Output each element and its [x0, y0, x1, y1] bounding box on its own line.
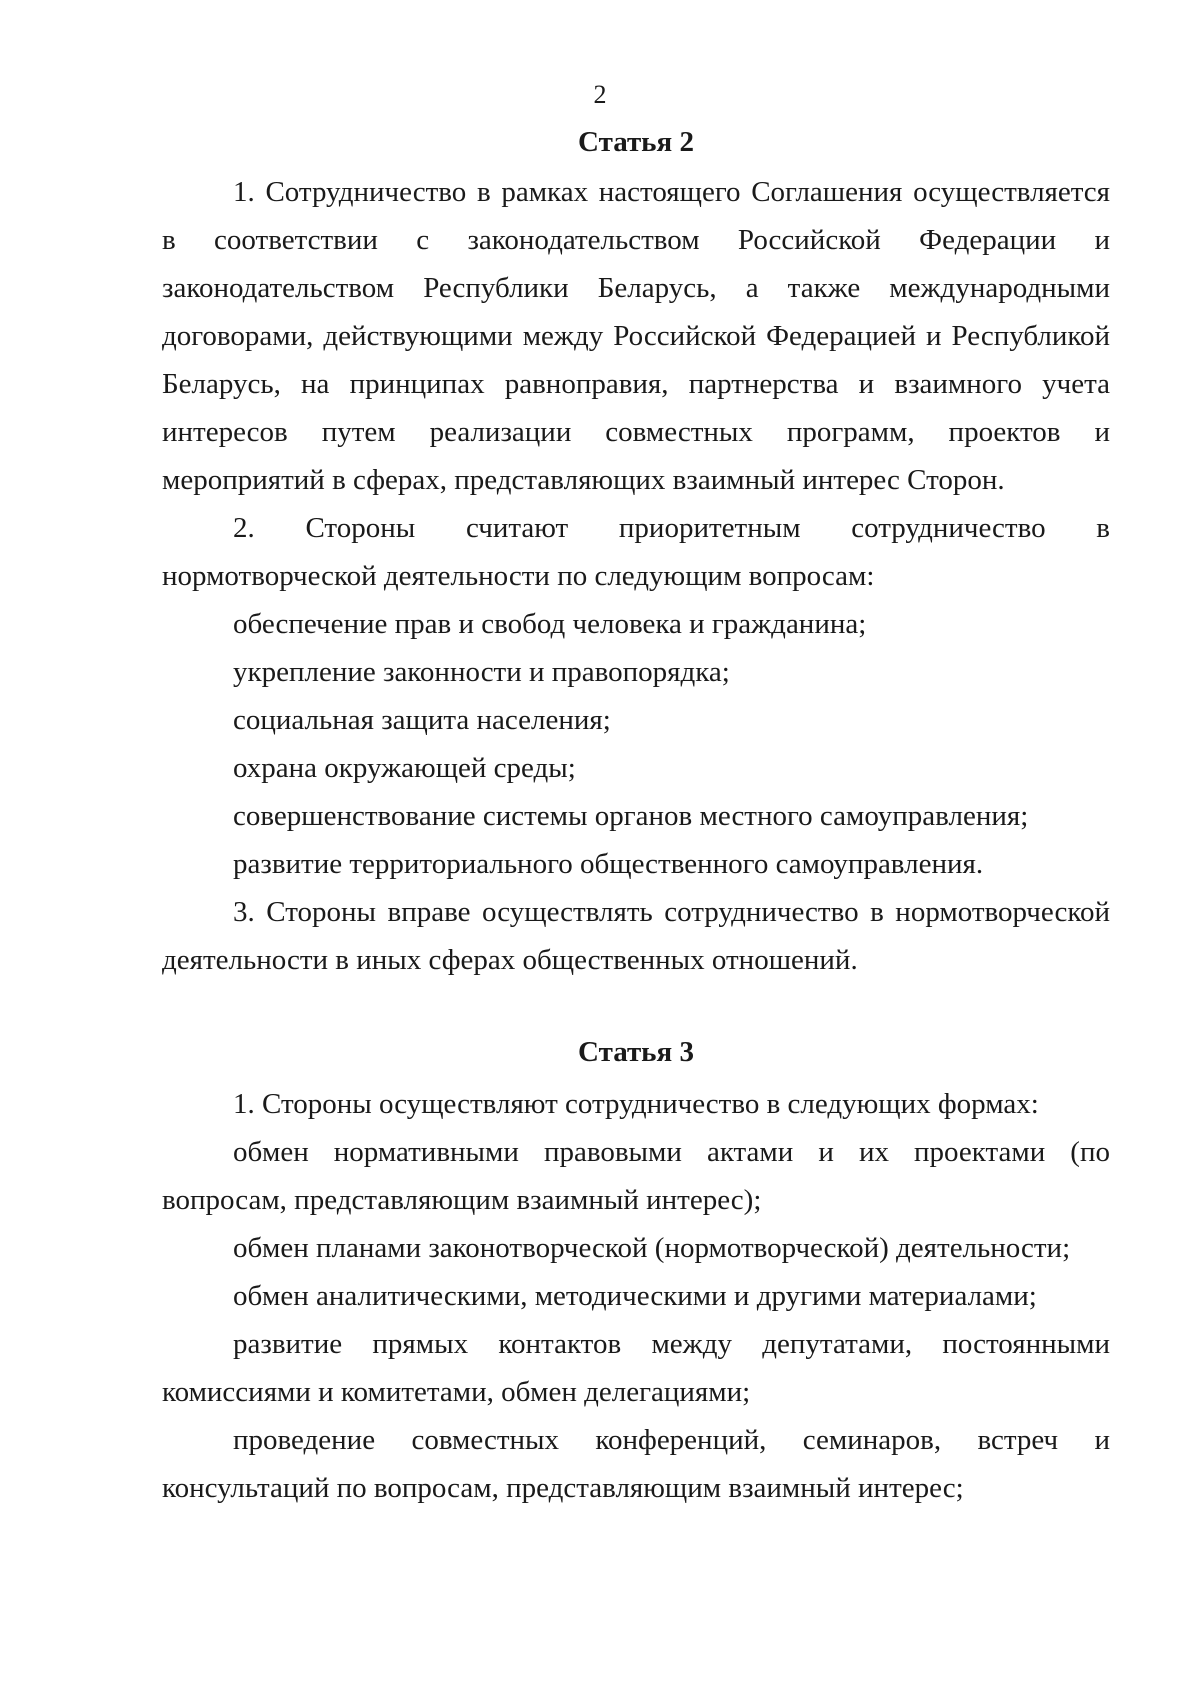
article-2-list-item: обеспечение прав и свобод человека и гражданина;: [233, 608, 867, 640]
article-2-list-item: социальная защита населения;: [233, 704, 611, 736]
article-2-paragraph-2: 2. Стороны считают приоритетным сотрудничество в нормотворческой деятельности по следующим вопросам:: [162, 512, 1110, 592]
document-body: [162, 118, 1110, 1512]
article-2-heading: Статья 2: [578, 126, 694, 158]
article-3-list-item: обмен планами законотворческой (нормотворческой) деятельности;: [233, 1232, 1071, 1264]
article-3-paragraph-1: 1. Стороны осуществляют сотрудничество в следующих формах:: [233, 1088, 1039, 1120]
article-3-heading: Статья 3: [578, 1036, 694, 1068]
article-2-paragraph-3: 3. Стороны вправе осуществлять сотрудничество в нормотворческой деятельности в иных сферах общественных отношений.: [162, 896, 1110, 976]
article-2-paragraph-1: 1. Сотрудничество в рамках настоящего Соглашения осуществляется в соответствии с законодательством Российской Федерации и законодательством Республики Беларусь, а также международными договорами, действующими между Российской Федерацией и Республикой Беларусь, на принципах равноправия, партнерства и взаимного учета интересов путем реализации совместных программ, проектов и мероприятий в сферах, представляющих взаимный интерес Сторон.: [162, 176, 1110, 496]
article-2-list-item: охрана окружающей среды;: [233, 752, 576, 784]
page-number: 2: [593, 80, 607, 109]
article-3-list-item: обмен нормативными правовыми актами и их проектами (по вопросам, представляющим взаимный интерес);: [162, 1136, 1110, 1216]
article-3-list-item: развитие прямых контактов между депутатами, постоянными комиссиями и комитетами, обмен делегациями;: [162, 1328, 1110, 1408]
article-2-list-item: укрепление законности и правопорядка;: [233, 656, 730, 688]
article-2-list-item: совершенствование системы органов местного самоуправления;: [233, 800, 1029, 832]
article-3-list-item: проведение совместных конференций, семинаров, встреч и консультаций по вопросам, представляющим взаимный интерес;: [162, 1424, 1110, 1504]
article-2-list-item: развитие территориального общественного самоуправления.: [233, 848, 984, 880]
article-3-list-item: обмен аналитическими, методическими и другими материалами;: [233, 1280, 1037, 1312]
